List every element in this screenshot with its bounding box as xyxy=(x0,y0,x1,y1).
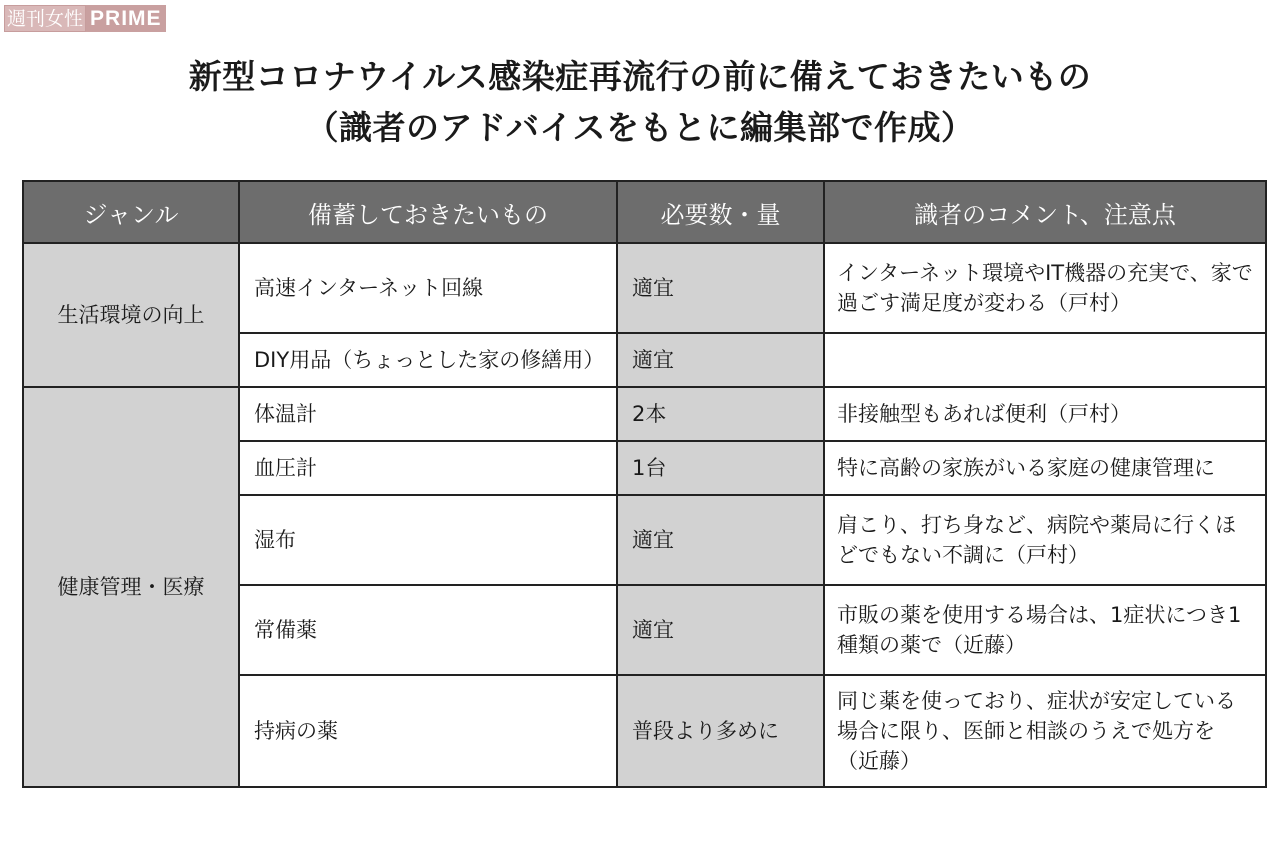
header-item: 備蓄しておきたいもの xyxy=(239,181,617,243)
table-header-row xyxy=(23,181,1266,243)
qty-cell: 適宜 xyxy=(617,495,824,585)
header-qty: 必要数・量 xyxy=(617,181,824,243)
stockpile-table xyxy=(22,180,1267,788)
comment-cell: 肩こり、打ち身など、病院や薬局に行くほどでもない不調に（戸村） xyxy=(824,495,1266,585)
comment-cell: 同じ薬を使っており、症状が安定している場合に限り、医師と相談のうえで処方を（近藤） xyxy=(824,675,1266,787)
item-cell: 湿布 xyxy=(239,495,617,585)
item-cell: 常備薬 xyxy=(239,585,617,675)
comment-cell xyxy=(824,333,1266,387)
table-row xyxy=(23,387,1266,441)
item-cell: 高速インターネット回線 xyxy=(239,243,617,333)
item-cell: DIY用品（ちょっとした家の修繕用） xyxy=(239,333,617,387)
page-title: 新型コロナウイルス感染症再流行の前に備えておきたいもの xyxy=(188,57,1092,96)
header-comment: 識者のコメント、注意点 xyxy=(824,181,1266,243)
qty-cell: 1台 xyxy=(617,441,824,495)
comment-cell: 特に高齢の家族がいる家庭の健康管理に xyxy=(824,441,1266,495)
genre-cell: 生活環境の向上 xyxy=(23,243,239,387)
qty-cell: 2本 xyxy=(617,387,824,441)
logo-en-text: PRIME xyxy=(86,5,166,32)
qty-cell: 適宜 xyxy=(617,243,824,333)
page-subtitle: （識者のアドバイスをもとに編集部で作成） xyxy=(305,108,975,147)
comment-cell: インターネット環境やIT機器の充実で、家で過ごす満足度が変わる（戸村） xyxy=(824,243,1266,333)
comment-cell: 市販の薬を使用する場合は、1症状につき1種類の薬で（近藤） xyxy=(824,585,1266,675)
qty-cell: 普段より多めに xyxy=(617,675,824,787)
logo-jp-text: 週刊女性 xyxy=(4,5,86,32)
item-cell: 持病の薬 xyxy=(239,675,617,787)
genre-cell: 健康管理・医療 xyxy=(23,387,239,787)
item-cell: 体温計 xyxy=(239,387,617,441)
item-cell: 血圧計 xyxy=(239,441,617,495)
comment-cell: 非接触型もあれば便利（戸村） xyxy=(824,387,1266,441)
qty-cell: 適宜 xyxy=(617,333,824,387)
table-row xyxy=(23,243,1266,333)
header-genre: ジャンル xyxy=(23,181,239,243)
qty-cell: 適宜 xyxy=(617,585,824,675)
site-logo[interactable] xyxy=(4,5,166,32)
